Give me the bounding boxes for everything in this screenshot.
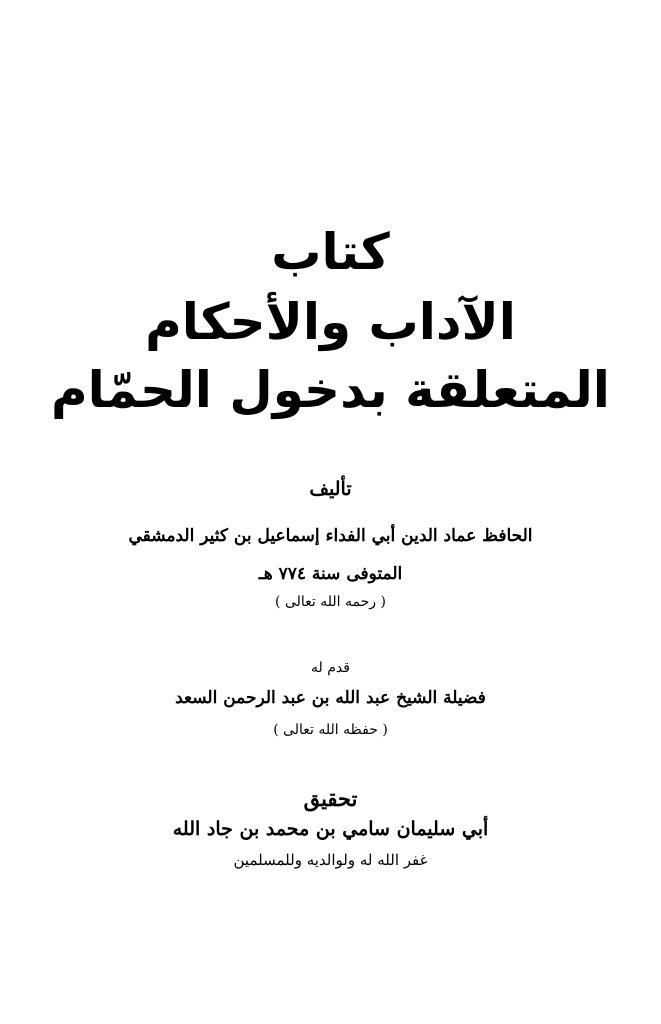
- introduction-name: فضيلة الشيخ عبد الله بن عبد الرحمن السعد: [175, 688, 486, 708]
- editor-prayer: غفر الله له ولوالديه وللمسلمين: [233, 851, 428, 869]
- author-death-year: المتوفى سنة ٧٧٤ هـ: [258, 564, 403, 584]
- editor-name: أبي سليمان سامي بن محمد بن جاد الله: [172, 818, 489, 840]
- introduction-label: قدم له: [311, 660, 350, 676]
- book-title-line-2: الآداب والأحكام: [145, 293, 516, 351]
- author-label: تأليف: [309, 478, 352, 500]
- editor-label: تحقيق: [303, 786, 358, 811]
- book-title-line-3: المتعلقة بدخول الحمّام: [51, 361, 610, 419]
- author-name: الحافظ عماد الدين أبي الفداء إسماعيل بن كثير الدمشقي: [128, 526, 533, 546]
- author-prayer: ( رحمه الله تعالى ): [275, 594, 386, 610]
- introduction-prayer: ( حفظه الله تعالى ): [273, 722, 388, 738]
- book-title-line-1: كتاب: [271, 223, 390, 281]
